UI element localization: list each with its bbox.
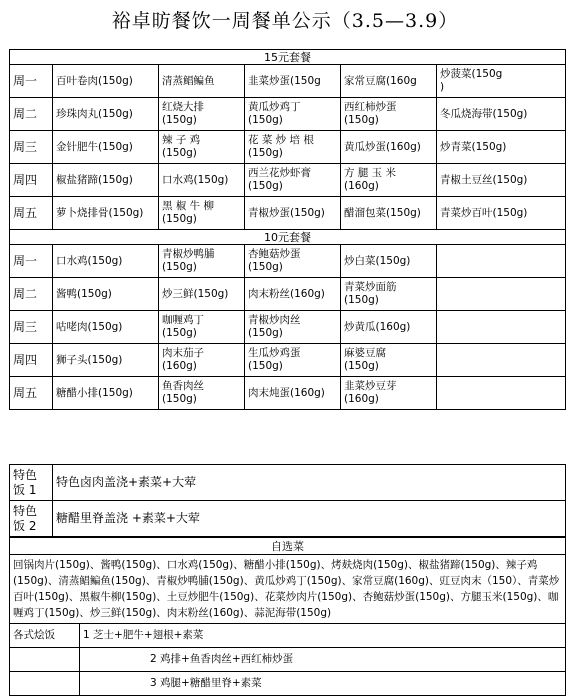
dish-cell: 麻婆豆腐 (150g) xyxy=(341,344,437,377)
menu-row xyxy=(10,164,566,197)
dish-cell: 百叶卷肉(150g) xyxy=(53,65,159,98)
dish-cell: 青椒土豆丝(150g) xyxy=(437,164,566,197)
dish-cell: 青菜炒百叶(150g) xyxy=(437,197,566,230)
optional-table xyxy=(9,537,566,696)
day-label: 周三 xyxy=(10,131,53,164)
day-label: 周一 xyxy=(10,245,53,278)
day-label: 周三 xyxy=(10,311,53,344)
rice-label: 各式烩饭 xyxy=(10,624,80,648)
menu-row xyxy=(10,98,566,131)
menu-row xyxy=(10,344,566,377)
special-label: 特色 饭 1 xyxy=(10,465,53,501)
dish-cell: 肉末粉丝(160g) xyxy=(245,278,341,311)
menu-row xyxy=(10,278,566,311)
dish-cell: 珍珠肉丸(150g) xyxy=(53,98,159,131)
dish-cell: 咖喱鸡丁 (150g) xyxy=(159,311,245,344)
menu-row xyxy=(10,377,566,410)
dish-cell: 萝卜烧排骨(150g) xyxy=(53,197,159,230)
special-dish: 糖醋里脊盖浇 +素菜+大荤 xyxy=(53,501,566,537)
dish-cell: 西红柿炒蛋 (150g) xyxy=(341,98,437,131)
dish-cell: 鱼香肉丝 (150g) xyxy=(159,377,245,410)
menu-row xyxy=(10,65,566,98)
dish-cell: 黑 椒 牛 柳 (150g) xyxy=(159,197,245,230)
dish-cell: 家常豆腐(160g xyxy=(341,65,437,98)
dish-cell: 椒盐猪蹄(150g) xyxy=(53,164,159,197)
dish-cell: 炒青菜(150g) xyxy=(437,131,566,164)
rice-item: 2 鸡排+鱼香肉丝+西红柿炒蛋 xyxy=(80,648,566,672)
optional-header: 自选菜 xyxy=(10,538,566,555)
dish-cell: 炒白菜(150g) xyxy=(341,245,437,278)
empty-cell xyxy=(437,311,566,344)
special-label: 特色 饭 2 xyxy=(10,501,53,537)
dish-cell: 糖醋小排(150g) xyxy=(53,377,159,410)
dish-cell: 狮子头(150g) xyxy=(53,344,159,377)
dish-cell: 肉末茄子 (160g) xyxy=(159,344,245,377)
set-header: 10元套餐 xyxy=(10,230,566,245)
day-label: 周四 xyxy=(10,164,53,197)
special-table xyxy=(9,464,566,537)
dish-cell: 黄瓜炒蛋(160g) xyxy=(341,131,437,164)
dish-cell: 口水鸡(150g) xyxy=(53,245,159,278)
empty-cell xyxy=(437,344,566,377)
dish-cell: 青菜炒面筋 (150g) xyxy=(341,278,437,311)
dish-cell: 炒菠菜(150g ) xyxy=(437,65,566,98)
dish-cell: 红烧大排 (150g) xyxy=(159,98,245,131)
dish-cell: 肉末炖蛋(160g) xyxy=(245,377,341,410)
dish-cell: 西兰花炒虾膏 (150g) xyxy=(245,164,341,197)
dish-cell: 生瓜炒鸡蛋 (150g) xyxy=(245,344,341,377)
dish-cell: 杏鲍菇炒蛋 (150g) xyxy=(245,245,341,278)
set-header: 15元套餐 xyxy=(10,50,566,65)
special-dish: 特色卤肉盖浇+素菜+大荤 xyxy=(53,465,566,501)
menu-row xyxy=(10,197,566,230)
menu-table xyxy=(9,49,566,410)
dish-cell: 韭菜炒豆芽 (160g) xyxy=(341,377,437,410)
day-label: 周一 xyxy=(10,65,53,98)
empty-cell xyxy=(437,278,566,311)
page-title: 裕卓昉餐饮一周餐单公示（3.5—3.9） xyxy=(111,10,459,32)
dish-cell: 醋溜包菜(150g) xyxy=(341,197,437,230)
day-label: 周五 xyxy=(10,377,53,410)
dish-cell: 花 菜 炒 培 根 (150g) xyxy=(245,131,341,164)
day-label: 周二 xyxy=(10,98,53,131)
dish-cell: 辣 子 鸡 (150g) xyxy=(159,131,245,164)
dish-cell: 口水鸡(150g) xyxy=(159,164,245,197)
day-label: 周二 xyxy=(10,278,53,311)
day-label: 周五 xyxy=(10,197,53,230)
rice-item: 1 芝士+肥牛+翅根+素菜 xyxy=(80,624,566,648)
dish-cell: 酱鸭(150g) xyxy=(53,278,159,311)
dish-cell: 炒黄瓜(160g) xyxy=(341,311,437,344)
dish-cell: 青椒炒肉丝 (150g) xyxy=(245,311,341,344)
rice-item: 3 鸡腿+糖醋里脊+素菜 xyxy=(80,672,566,696)
empty-cell xyxy=(437,245,566,278)
dish-cell: 冬瓜烧海带(150g) xyxy=(437,98,566,131)
menu-row xyxy=(10,131,566,164)
dish-cell: 黄瓜炒鸡丁 (150g) xyxy=(245,98,341,131)
menu-row xyxy=(10,311,566,344)
menu-row xyxy=(10,245,566,278)
empty-cell xyxy=(437,377,566,410)
dish-cell: 清蒸鲳鳊鱼 xyxy=(159,65,245,98)
dish-cell: 青椒炒蛋(150g) xyxy=(245,197,341,230)
optional-dish-list: 回锅肉片(150g)、酱鸭(150g)、口水鸡(150g)、糖醋小排(150g)、烤麸烧肉(150g)、椒盐猪蹄(150g)、辣子鸡(150g)、清蒸鲳鳊鱼(150g)、青椒炒鸭脯(150g)、黄瓜炒鸡丁(150g)、家常豆腐(160g)、豇豆肉末（150）、青菜炒百叶(150g)、黑椒牛柳(150g)、土豆炒肥牛(150g)、花菜炒肉片(150g)、杏鲍菇炒蛋(150g)、方腿玉米(150g)、咖喱鸡丁(150g)、炒三鲜(150g)、肉末粉丝(160g)、蒜泥海带(150g) xyxy=(10,555,566,624)
dish-cell: 咕咾肉(150g) xyxy=(53,311,159,344)
dish-cell: 青椒炒鸭脯 (150g) xyxy=(159,245,245,278)
day-label: 周四 xyxy=(10,344,53,377)
dish-cell: 方 腿 玉 米 (160g) xyxy=(341,164,437,197)
dish-cell: 炒三鲜(150g) xyxy=(159,278,245,311)
dish-cell: 金针肥牛(150g) xyxy=(53,131,159,164)
dish-cell: 韭菜炒蛋(150g xyxy=(245,65,341,98)
